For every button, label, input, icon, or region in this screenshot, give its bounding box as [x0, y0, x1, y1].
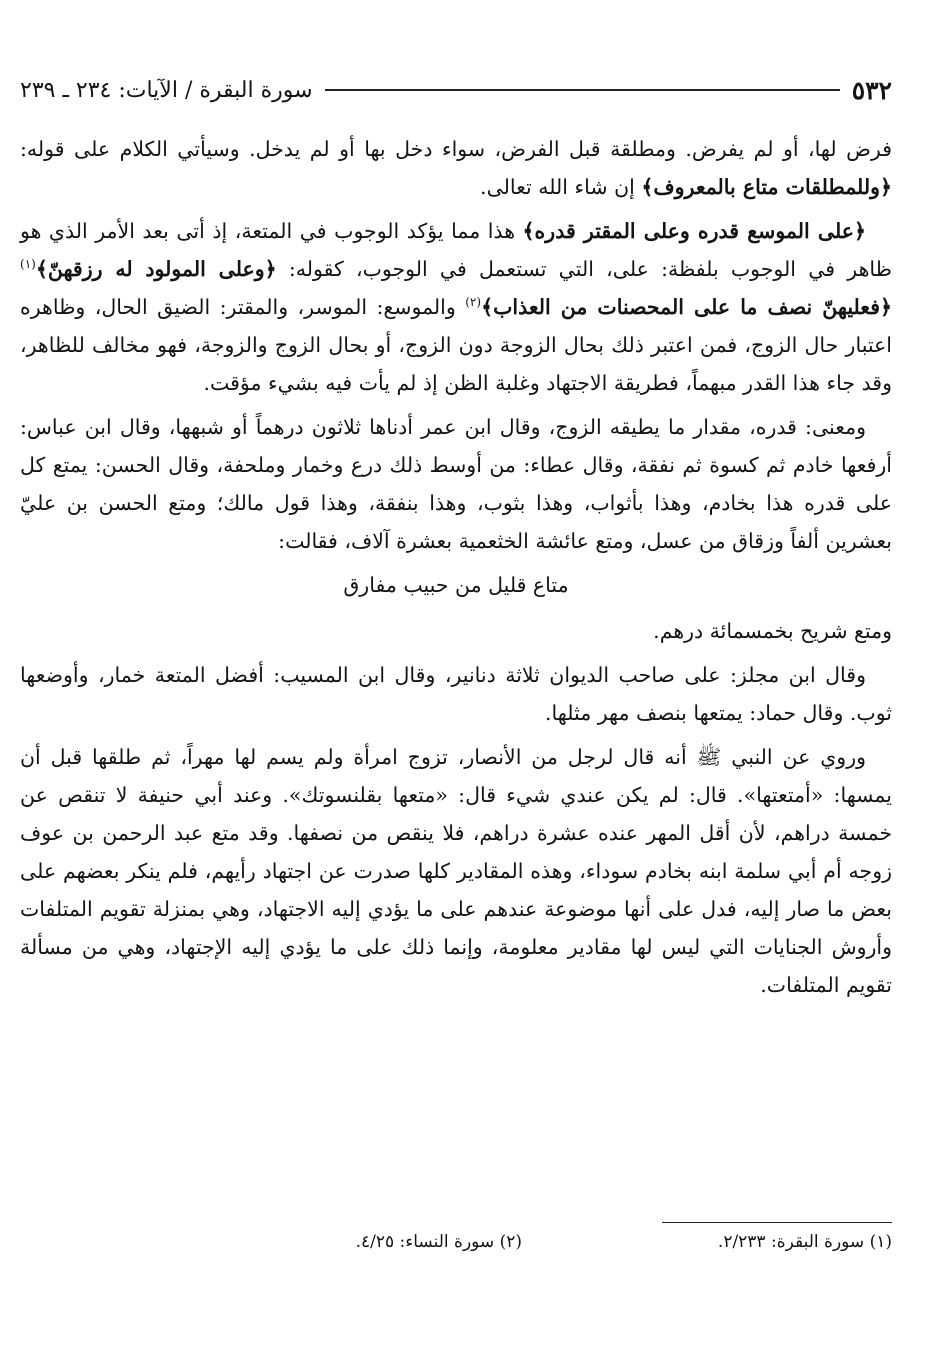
- header-title: سورة البقرة / الآيات: ٢٣٤ ـ ٢٣٩: [20, 77, 313, 103]
- footnote-ref-2: (٢): [465, 295, 482, 310]
- p6-text-c: . وعند أبي حنيفة لا تنقص عن خمسة دراهم، لأن أقل المهر عنده عشرة دراهم، فلا ينقص من نصفها. وقد متع عبد الرحمن بن عوف زوجه أم أبي سلمة ابنه بخادم سوداء، وهذه المقادير كلها صدرت عن اجتهاد رأيهم، فلم ينكر بعضهم على بعض ما صار إليه، فدل على أنها موضوعة عندهم على ما يؤدي إليه الاجتهاد، وهي بمنزلة تقويم المتلفات وأروش الجنايات التي ليس لها مقادير معلومة، وإنما ذلك على ما يؤدي إليه الإجتهاد، وهي من مسألة تقويم المتلفات.: [20, 783, 892, 997]
- p2-text-a: هذا مما يؤكد الوجوب في المتعة، إذ أتى بعد الأمر الذي هو ظاهر في الوجوب بلفظة: على، التي تستعمل في الوجوب، كقوله:: [20, 219, 892, 281]
- paragraph-4: ومتع شريح بخمسمائة درهم.: [653, 619, 892, 643]
- footnote-ref-1: (١): [20, 257, 36, 272]
- p2-text-c: والموسع: الموسر، والمقتر: الضيق الحال، وظاهره اعتبار حال الزوج، فمن اعتبر ذلك بحال الزوجة دون الزوج، أو بحال الزوج والزوجة، فهو مخالف للظاهر، وقد جاء هذا القدر مبهماً، فطريقة الاجتهاد وغلبة الظن إذ لم يأت فيه بشيء مؤقت.: [20, 295, 892, 395]
- page-number: ٥٣٢: [851, 75, 892, 105]
- p2-quran-quote-2: ﴿وعلى المولود له رزقهنّ﴾: [35, 257, 277, 281]
- p6-hadith-quote-1: «أمتعتها»: [743, 783, 824, 807]
- p1-text-a: فرض لها، أو لم يفرض. ومطلقة قبل الفرض، سواء دخل بها أو لم يدخل. وسيأتي الكلام على قوله:: [20, 137, 892, 161]
- paragraph-6: [20, 738, 892, 1004]
- book-page: [20, 0, 892, 1347]
- p2-quran-quote-3: ﴿فعليهنّ نصف ما على المحصنات من العذاب﴾: [481, 295, 892, 319]
- footnotes: [20, 1232, 892, 1260]
- p6-hadith-quote-2: «متعها بقلنسوتك»: [288, 783, 448, 807]
- running-header: [20, 70, 892, 110]
- body-text: [20, 130, 892, 1010]
- p6-text-b: . قال: لم يكن عندي شيء قال:: [447, 783, 744, 807]
- footnote-rule: [662, 1222, 892, 1223]
- paragraph-3: ومعنى: قدره، مقدار ما يطيقه الزوج، وقال ابن عمر أدناها ثلاثون درهماً أو شبهها، وقال ابن عباس: أرفعها خادم ثم كسوة ثم نفقة، وقال عطاء: من أوسط ذلك درع وخمار وملحفة، وقال الحسن: يمتع كل على قدره هذا بخادم، وهذا بأثواب، وهذا بثوب، وهذا بنفقة، وهذا قول مالك؛ ومتع الحسن بن عليّ بعشرين ألفاً وزقاق من عسل، ومتع عائشة الخثعمية بعشرة آلاف، فقالت:: [20, 415, 892, 553]
- footnote-2: (٢) سورة النساء: ٤/٢٥.: [355, 1232, 522, 1252]
- paragraph-2: [20, 212, 892, 402]
- paragraph-1: [20, 130, 892, 206]
- paragraph-5: وقال ابن مجلز: على صاحب الديوان ثلاثة دنانير، وقال ابن المسيب: أفضل المتعة خمار، وأوضعها ثوب. وقال حماد: يمتعها بنصف مهر مثلها.: [20, 663, 892, 725]
- p1-quran-quote: ﴿وللمطلقات متاع بالمعروف﴾: [641, 175, 892, 199]
- verse-line: متاع قليل من حبيب مفارق: [343, 573, 569, 597]
- header-rule: [325, 89, 840, 91]
- p2-quran-quote-1: ﴿على الموسع قدره وعلى المقتر قدره﴾: [522, 219, 866, 243]
- p6-text-a: وروي عن النبي ﷺ أنه قال لرجل من الأنصار، تزوج امرأة ولم يسم لها مهراً، ثم طلقها قبل أن يمسها:: [20, 745, 892, 807]
- p1-text-b: إن شاء الله تعالى.: [480, 175, 642, 199]
- footnote-1: (١) سورة البقرة: ٢/٢٣٣.: [717, 1232, 892, 1252]
